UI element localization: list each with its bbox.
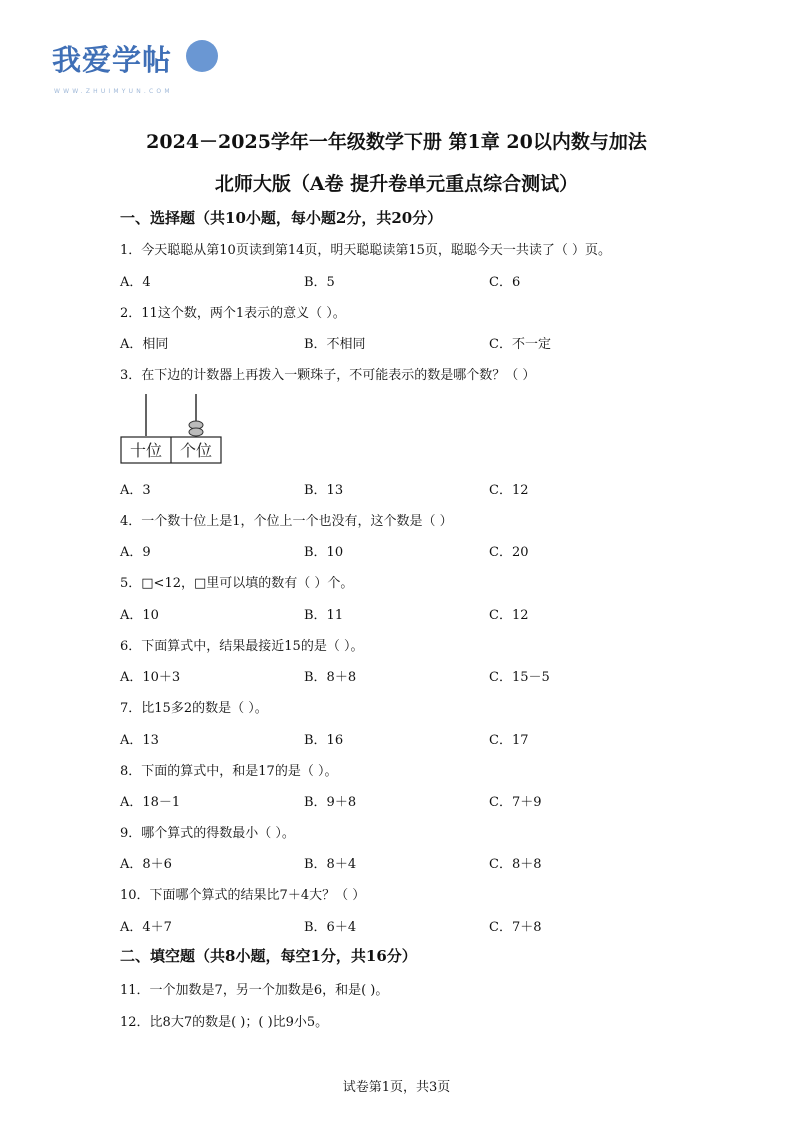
q3-option-a: A．3: [120, 483, 151, 498]
q9-option-c: C．8＋8: [489, 857, 542, 872]
logo-text: 我爱学帖: [52, 43, 173, 77]
q2-option-c: C．不一定: [489, 337, 551, 352]
question-3: 3．在下边的计数器上再拨入一颗珠子，不可能表示的数是哪个数？（ ）: [120, 368, 536, 383]
question-9: 9．哪个算式的得数最小（ ）。: [120, 826, 295, 841]
q6-option-a: A．10＋3: [120, 670, 181, 685]
q2-option-b: B．不相同: [304, 337, 366, 352]
logo-url: WWW.ZHUIMYUN.COM: [54, 88, 173, 95]
question-12: 12．比8大7的数是( )；( )比9小5。: [120, 1015, 329, 1030]
question-5: 5．□<12，□里可以填的数有（ ）个。: [120, 576, 354, 591]
paper-title: 2024－2025学年一年级数学下册 第1章 20以内数与加法: [146, 131, 647, 153]
q2-option-a: A．相同: [120, 337, 169, 352]
q1-option-a: A．4: [120, 275, 151, 290]
question-8: 8．下面的算式中，和是17的是（ ）。: [120, 764, 338, 779]
abacus-bead: [189, 428, 203, 436]
q3-option-b: B．13: [304, 483, 344, 498]
question-6: 6．下面算式中，结果最接近15的是（ ）。: [120, 639, 364, 654]
q1-option-b: B．5: [304, 275, 335, 290]
abacus-figure: [120, 392, 224, 466]
q10-option-a: A．4＋7: [120, 920, 172, 935]
q1-option-c: C．6: [489, 275, 521, 290]
q10-option-c: C．7＋8: [489, 920, 542, 935]
q4-option-a: A．9: [120, 545, 151, 560]
question-4: 4．一个数十位上是1，个位上一个也没有，这个数是（ ）: [120, 514, 453, 529]
q6-option-c: C．15－5: [489, 670, 550, 685]
q8-option-a: A．18－1: [120, 795, 181, 810]
q5-option-c: C．12: [489, 608, 529, 623]
q9-option-b: B．8＋4: [304, 857, 357, 872]
q4-option-c: C．20: [489, 545, 529, 560]
section1-heading: 一、选择题（共10小题，每小题2分，共20分）: [120, 209, 443, 227]
q7-option-a: A．13: [120, 733, 159, 748]
question-7: 7．比15多2的数是（ ）。: [120, 701, 268, 716]
page-footer: 试卷第1页，共3页: [342, 1080, 451, 1095]
question-2: 2．11这个数，两个1表示的意义（ ）。: [120, 306, 346, 321]
abacus-ones-label: 个位: [179, 441, 213, 460]
q9-option-a: A．8＋6: [120, 857, 172, 872]
question-10: 10．下面哪个算式的结果比7＋4大？（ ）: [120, 888, 366, 903]
logo-chat-icon: [186, 40, 218, 72]
question-11: 11．一个加数是7，另一个加数是6，和是( )。: [120, 983, 389, 998]
q8-option-c: C．7＋9: [489, 795, 542, 810]
q3-option-c: C．12: [489, 483, 529, 498]
section2-heading: 二、填空题（共8小题，每空1分，共16分）: [120, 947, 417, 965]
paper-subtitle: 北师大版（A卷 提升卷单元重点综合测试）: [214, 173, 579, 195]
q10-option-b: B．6＋4: [304, 920, 357, 935]
question-1: 1．今天聪聪从第10页读到第14页，明天聪聪读第15页，聪聪今天一共读了（ ）页。: [120, 243, 612, 258]
logo: [52, 38, 232, 100]
q6-option-b: B．8＋8: [304, 670, 357, 685]
q7-option-b: B．16: [304, 733, 344, 748]
q5-option-b: B．11: [304, 608, 344, 623]
abacus-tens-label: 十位: [129, 441, 163, 460]
q5-option-a: A．10: [120, 608, 159, 623]
q4-option-b: B．10: [304, 545, 344, 560]
q7-option-c: C．17: [489, 733, 529, 748]
q8-option-b: B．9＋8: [304, 795, 357, 810]
